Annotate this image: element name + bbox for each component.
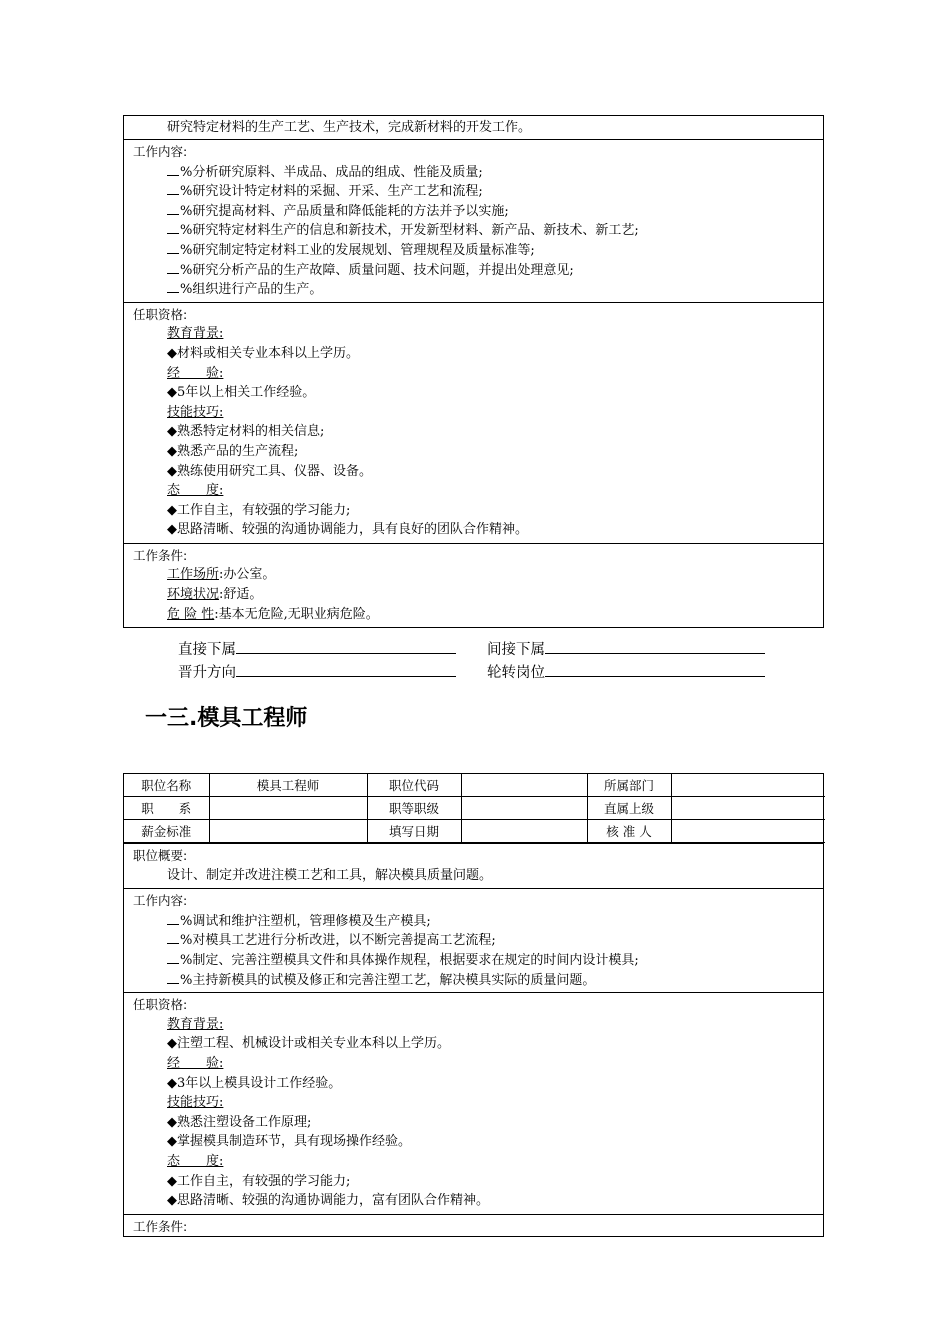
attitude-item: ◆工作自主，有较强的学习能力; — [167, 1173, 351, 1189]
position-name-label: 职位名称 — [124, 774, 209, 797]
overview-text: 设计、制定并改进注模工艺和工具，解决模具质量问题。 — [167, 867, 493, 883]
series-label: 职 系 — [124, 797, 209, 820]
conditions-heading: 工作条件: — [133, 547, 188, 563]
direct-subordinate-label: 直接下属 — [178, 642, 236, 658]
danger-label: 危 险 性 — [167, 606, 215, 622]
work-item: %研究设计特定材料的采掘、开采、生产工艺和流程; — [124, 181, 823, 201]
table-row — [124, 774, 825, 797]
indirect-subordinate-label: 间接下属 — [487, 642, 545, 658]
promotion-field — [178, 661, 456, 682]
date-label: 填写日期 — [367, 820, 461, 843]
experience-label: 经 验: — [167, 365, 224, 381]
superior-value[interactable] — [671, 797, 825, 820]
work-item: %制定、完善注塑模具文件和具体操作规程，根据要求在规定的时间内设计模具; — [124, 950, 823, 970]
qualifications-section — [124, 302, 823, 543]
approver-value[interactable] — [671, 820, 825, 843]
promotion-blank[interactable] — [236, 662, 456, 677]
indirect-subordinate-blank[interactable] — [545, 639, 765, 654]
summary-section — [124, 116, 823, 139]
work-content-heading: 工作内容: — [133, 893, 188, 909]
salary-label: 薪金标准 — [124, 820, 209, 843]
experience-text: ◆5年以上相关工作经验。 — [167, 385, 316, 401]
overview-section — [124, 843, 823, 888]
position-name-value[interactable]: 模具工程师 — [209, 774, 367, 797]
experience-label: 经 验: — [167, 1055, 224, 1071]
work-item: %主持新模具的试模及修正和完善注塑工艺，解决模具实际的质量问题。 — [124, 970, 823, 990]
attitude-item: ◆思路清晰、较强的沟通协调能力，富有团队合作精神。 — [167, 1193, 489, 1209]
salary-value[interactable] — [209, 820, 367, 843]
work-item: %分析研究原料、半成品、成品的组成、性能及质量; — [124, 162, 823, 182]
work-item: %研究分析产品的生产故障、质量问题、技术问题，并提出处理意见; — [124, 260, 823, 280]
direct-subordinate-blank[interactable] — [236, 639, 456, 654]
approver-label: 核 准 人 — [587, 820, 671, 843]
overview-heading: 职位概要: — [133, 848, 188, 863]
work-item: %调试和维护注塑机，管理修模及生产模具; — [124, 911, 823, 931]
qualifications-heading: 任职资格: — [133, 306, 188, 322]
rotation-field — [487, 661, 765, 682]
education-label: 教育背景: — [167, 1016, 224, 1032]
skill-item: ◆熟悉产品的生产流程; — [167, 443, 299, 459]
rotation-label: 轮转岗位 — [487, 665, 545, 681]
work-content-section — [124, 139, 823, 302]
conditions-section — [124, 543, 823, 627]
grade-value[interactable] — [461, 797, 587, 820]
qualifications-heading: 任职资格: — [133, 997, 188, 1013]
work-item: %对模具工艺进行分析改进，以不断完善提高工艺流程; — [124, 930, 823, 950]
work-item: %研究提高材料、产品质量和降低能耗的方法并予以实施; — [124, 201, 823, 221]
work-item: %研究特定材料生产的信息和新技术，开发新型材料、新产品、新技术、新工艺; — [124, 220, 823, 240]
education-text: ◆材料或相关专业本科以上学历。 — [167, 345, 359, 361]
table-row — [124, 797, 825, 820]
attitude-item: ◆思路清晰、较强的沟通协调能力，具有良好的团队合作精神。 — [167, 522, 528, 538]
position-code-value[interactable] — [461, 774, 587, 797]
skill-item: ◆熟练使用研究工具、仪器、设备。 — [167, 463, 372, 479]
job-description-table-2 — [123, 773, 824, 1237]
indirect-subordinate-field — [487, 638, 765, 659]
section-title: 一三.模具工程师 — [145, 706, 308, 731]
job-description-table-1 — [123, 115, 824, 628]
department-label: 所属部门 — [587, 774, 671, 797]
environment-value: :舒适。 — [219, 587, 263, 603]
conditions-section — [124, 1214, 823, 1237]
date-value[interactable] — [461, 820, 587, 843]
danger-row — [124, 605, 823, 625]
skill-item: ◆掌握模具制造环节，具有现场操作经验。 — [167, 1134, 411, 1150]
attitude-label: 态 度: — [167, 483, 224, 499]
work-item: %组织进行产品的生产。 — [124, 279, 823, 299]
education-label: 教育背景: — [167, 326, 224, 342]
conditions-heading: 工作条件: — [133, 1218, 188, 1234]
skill-item: ◆熟悉特定材料的相关信息; — [167, 424, 325, 440]
workplace-label: 工作场所 — [167, 567, 220, 583]
danger-value: :基本无危险,无职业病危险。 — [214, 606, 379, 622]
experience-text: ◆3年以上模具设计工作经验。 — [167, 1075, 342, 1091]
skill-item: ◆熟悉注塑设备工作原理; — [167, 1114, 312, 1130]
position-code-label: 职位代码 — [367, 774, 461, 797]
work-content-heading: 工作内容: — [133, 144, 188, 159]
work-content-section — [124, 888, 823, 992]
table-row — [124, 820, 825, 843]
superior-label: 直属上级 — [587, 797, 671, 820]
department-value[interactable] — [671, 774, 825, 797]
skills-label: 技能技巧: — [167, 1095, 224, 1111]
rotation-blank[interactable] — [545, 662, 765, 677]
environment-label: 环境状况 — [167, 587, 220, 603]
environment-row — [124, 585, 823, 605]
grade-label: 职等职级 — [367, 797, 461, 820]
work-item: %研究制定特定材料工业的发展规划、管理规程及质量标准等; — [124, 240, 823, 260]
summary-text: 研究特定材料的生产工艺、生产技术，完成新材料的开发工作。 — [167, 120, 532, 135]
education-text: ◆注塑工程、机械设计或相关专业本科以上学历。 — [167, 1036, 450, 1052]
attitude-item: ◆工作自主，有较强的学习能力; — [167, 502, 351, 518]
series-value[interactable] — [209, 797, 367, 820]
workplace-row — [124, 565, 823, 585]
skills-label: 技能技巧: — [167, 404, 224, 420]
qualifications-section — [124, 992, 823, 1214]
direct-subordinate-field — [178, 638, 456, 659]
workplace-value: :办公室。 — [219, 567, 276, 583]
promotion-label: 晋升方向 — [178, 665, 236, 681]
position-header-table — [124, 774, 825, 843]
attitude-label: 态 度: — [167, 1153, 224, 1169]
